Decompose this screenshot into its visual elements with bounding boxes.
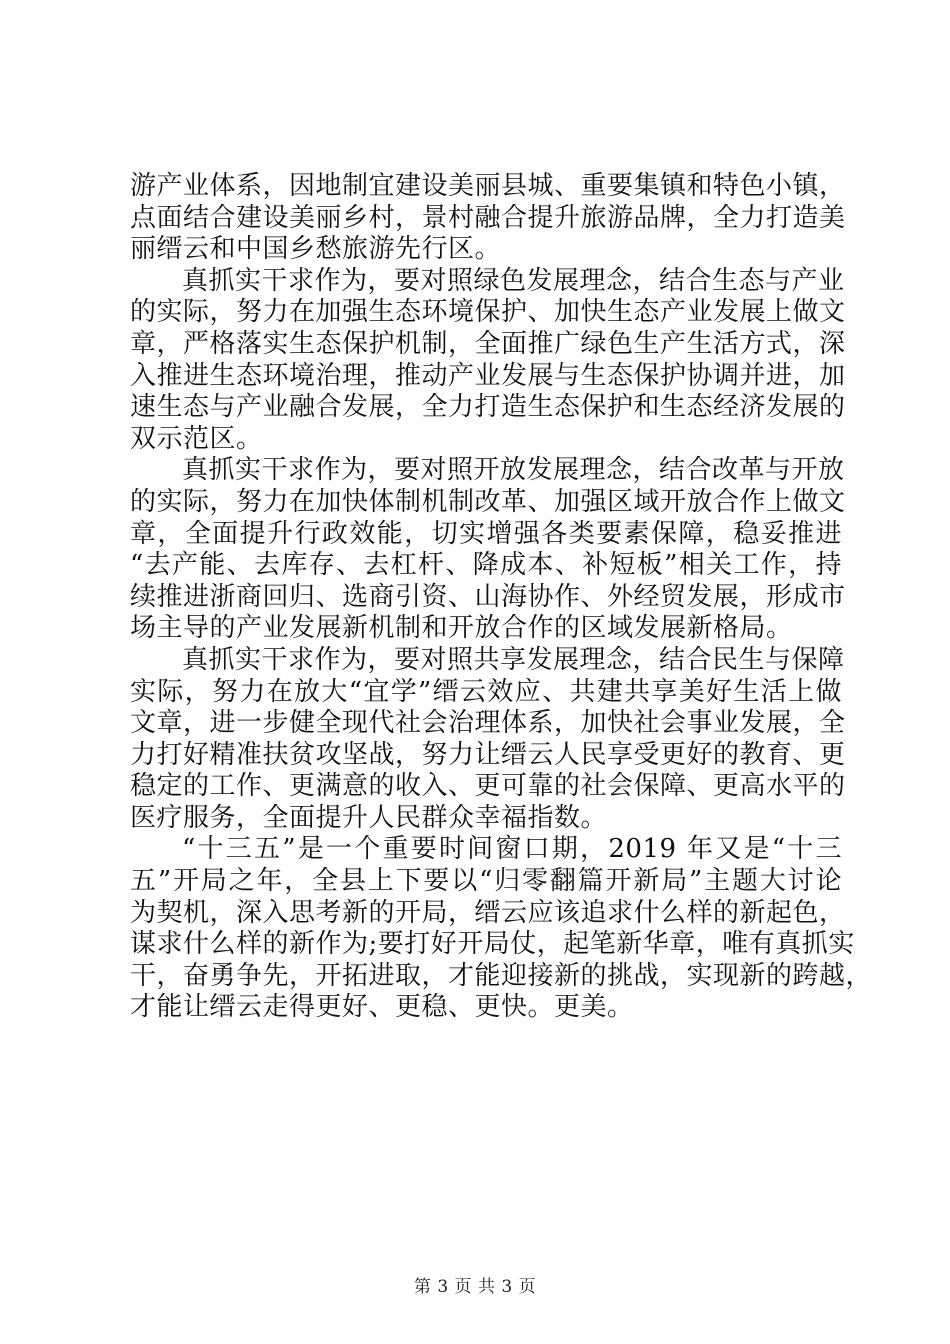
paragraph <box>130 644 846 835</box>
text-line: 文章，进一步健全现代社会治理体系，加快社会事业发展，全 <box>130 708 846 739</box>
text-line: “十三五”是一个重要时间窗口期，2019 年又是“十三 <box>182 834 842 865</box>
text-line: 才能让缙云走得更好、更稳、更快。更美。 <box>130 992 634 1023</box>
page-footer: 第 3 页 共 3 页 <box>413 1277 537 1297</box>
text-line: 的实际，努力在加快体制机制改革、加强区域开放合作上做文 <box>130 486 846 517</box>
paragraph <box>130 171 846 266</box>
text-line: 干，奋勇争先，开拓进取，才能迎接新的挑战，实现新的跨越， <box>130 960 873 991</box>
paragraph <box>130 455 846 645</box>
text-line: 游产业体系，因地制宜建设美丽县城、重要集镇和特色小镇， <box>130 171 846 201</box>
text-line: “去产能、去库存、去杠杆、降成本、补短板”相关工作，持 <box>130 550 842 581</box>
text-line: 双示范区。 <box>130 423 263 454</box>
text-line: 为契机，深入思考新的开局，缙云应该追求什么样的新起色， <box>130 897 846 928</box>
text-line: 章，全面提升行政效能，切实增强各类要素保障，稳妥推进 <box>130 518 842 549</box>
text-line: 实际，努力在放大“宜学”缙云效应、共建共享美好生活上做 <box>130 676 842 707</box>
text-line: 点面结合建设美丽乡村，景村融合提升旅游品牌，全力打造美 <box>130 202 846 233</box>
text-line: 稳定的工作、更满意的收入、更可靠的社会保障、更高水平的 <box>130 771 846 802</box>
text-line: 力打好精准扶贫攻坚战，努力让缙云人民享受更好的教育、更 <box>130 739 846 770</box>
text-line: 场主导的产业发展新机制和开放合作的区域发展新格局。 <box>130 613 793 644</box>
text-line: 医疗服务，全面提升人民群众幸福指数。 <box>130 802 608 833</box>
text-line: 速生态与产业融合发展，全力打造生态保护和生态经济发展的 <box>130 392 846 423</box>
document-body <box>130 171 873 1024</box>
text-line: 入推进生态环境治理，推动产业发展与生态保护协调并进，加 <box>130 360 846 391</box>
text-line: 五”开局之年，全县上下要以“归零翻篇开新局”主题大讨论 <box>130 866 842 897</box>
text-line: 续推进浙商回归、选商引资、山海协作、外经贸发展，形成市 <box>130 581 846 612</box>
paragraph <box>130 265 846 456</box>
text-line: 真抓实干求作为，要对照共享发展理念，结合民生与保障 <box>182 644 845 675</box>
text-line: 丽缙云和中国乡愁旅游先行区。 <box>130 234 502 265</box>
text-line: 章，严格落实生态保护机制，全面推广绿色生产生活方式，深 <box>130 328 846 359</box>
text-line: 真抓实干求作为，要对照绿色发展理念，结合生态与产业 <box>182 265 845 296</box>
text-line: 谋求什么样的新作为;要打好开局仗，起笔新华章，唯有真抓实 <box>130 929 855 960</box>
text-line: 的实际，努力在加强生态环境保护、加快生态产业发展上做文 <box>130 297 846 328</box>
paragraph <box>130 834 873 1024</box>
text-line: 真抓实干求作为，要对照开放发展理念，结合改革与开放 <box>182 455 845 486</box>
